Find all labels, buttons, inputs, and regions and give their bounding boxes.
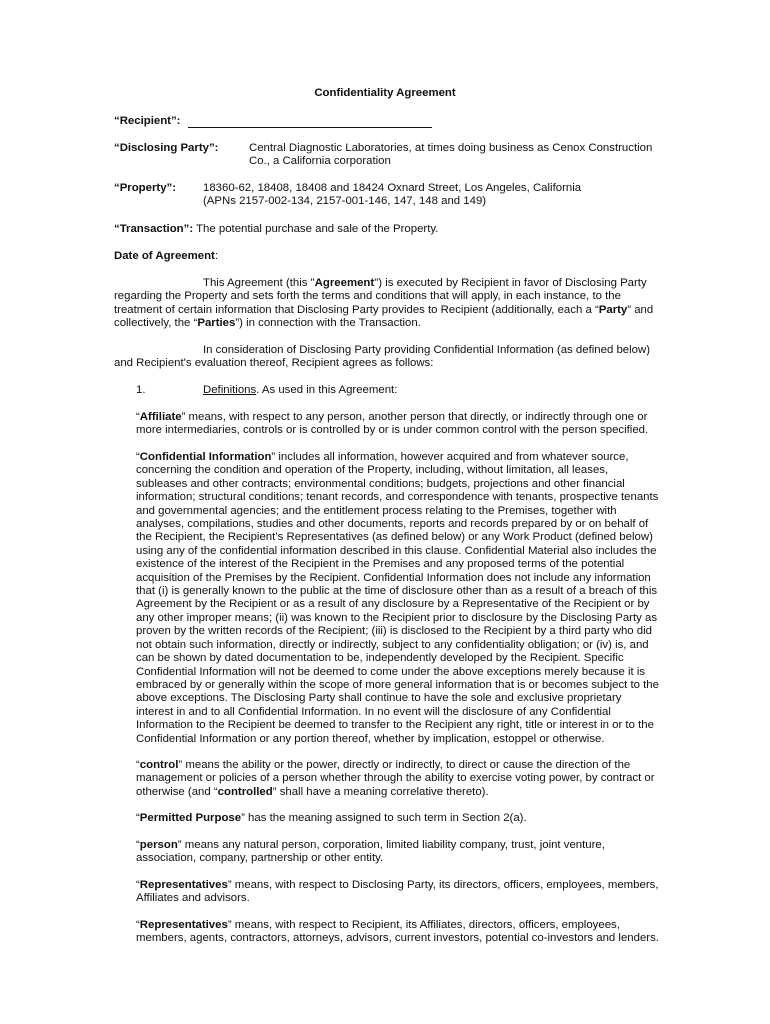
property-line-2: (APNs 2157-002-134, 2157-001-146, 147, 148 and 149)	[203, 195, 487, 208]
intro-line-3: treatment of certain information that Disclosing Party provides to Recipient (additionally, each a “Party” and	[114, 303, 654, 316]
disclosing-party-label-wrap	[114, 142, 218, 155]
definition-confidential-information: “Confidential Information” includes all information, however acquired and from whatever source, concerning the condition and operation of the Property, including, without limitation, all leases, subleases and other contracts; environmental conditions; budgets, projections and other financial information; structural conditions; tenant records, and correspondence with tenants, prospective tenants and governmental agencies; and the entitlement process relating to the Premises, together with analyses, compilations, studies and other documents, reports and records prepared by or on behalf of the Recipient, the Recipient’s Representatives (as defined below) or any Work Product (defined below) using any of the confidential information described in this clause. Confidential Material also includes the existence of the interest of the Recipient in the Premises and any proposed terms of the potential acquisition of the Premises by the Recipient. Confidential Information does not include any information that (i) is generally known to the public at the time of disclosure other than as a result of a breach of this Agreement by the Recipient or as a result of any disclosure by a Representative of the Recipient or by any other improper means; (ii) was known to the Recipient prior to disclosure by the Disclosing Party as proven by the written records of the Recipient; (iii) is disclosed to the Recipient by a third party who did not obtain such information, directly or indirectly, subject to any confidentiality obligation; or (iv) is, and can be shown by dated documentation to be, independently developed by the Recipient. Specific Confidential Information will not be deemed to come under the above exceptions merely because it is embraced by or generally within the scope of more general information that is or becomes subject to the above exceptions. The Disclosing Party shall continue to have the sole and exclusive proprietary interest in and to all Confidential Information. In no event will the disclosure of any Confidential Information to the Recipient be deemed to transfer to the Recipient any right, title or interest in or to the Confidential Information or any portion thereof, whether by implication, estoppel or otherwise.	[136, 451, 659, 745]
disclosing-party-line-2: Co., a California corporation	[249, 155, 391, 168]
transaction-text: The potential purchase and sale of the Property.	[193, 223, 439, 235]
recipient-row	[114, 115, 432, 128]
section-1-heading-row	[203, 384, 397, 397]
definition-representatives-disclosing: “Representatives” means, with respect to Disclosing Party, its directors, officers, employees, members, Affiliates and advisors.	[136, 879, 659, 905]
permitted-purpose-term: Permitted Purpose	[139, 812, 242, 824]
consideration-line-1: In consideration of Disclosing Party providing Confidential Information (as defined below)	[203, 344, 651, 356]
representatives-term: Representatives	[139, 919, 228, 931]
representatives-term: Representatives	[139, 879, 228, 891]
definition-affiliate: “Affiliate” means, with respect to any person, another person that directly, or indirectly through one or more intermediaries, controls or is controlled by or is under common control with the person specified.	[136, 411, 649, 437]
property-line-1: 18360-62, 18408, 18408 and 18424 Oxnard Street, Los Angeles, California	[203, 182, 582, 194]
definition-representatives-recipient: “Representatives” means, with respect to Recipient, its Affiliates, directors, officers, employees, members, agents, contractors, attorneys, advisors, current investors, potential co-investors and lenders.	[136, 919, 659, 945]
date-of-agreement-row	[114, 250, 218, 263]
property-label-wrap	[114, 182, 176, 195]
recipient-blank-line	[188, 115, 432, 128]
section-1-number: 1.	[136, 384, 146, 396]
confidential-information-term: Confidential Information	[139, 451, 272, 463]
definition-person: “person” means any natural person, corporation, limited liability company, trust, joint venture, association, company, partnership or other entity.	[136, 839, 605, 865]
intro-line-2: regarding the Property and sets forth the terms and conditions that will apply, in each instance, to the	[114, 290, 621, 303]
consideration-line-2: and Recipient's evaluation thereof, Recipient agrees as follows:	[114, 357, 434, 370]
date-of-agreement-label: Date of Agreement	[114, 250, 215, 262]
controlled-term: controlled	[217, 785, 273, 798]
agreement-term: Agreement	[314, 277, 375, 289]
section-1-heading: Definitions	[203, 384, 257, 396]
disclosing-party-label: “Disclosing Party”:	[114, 142, 219, 154]
person-term: person	[139, 839, 178, 851]
disclosing-party-line-1: Central Diagnostic Laboratories, at times doing business as Cenox Construction	[249, 142, 653, 154]
property-value	[203, 182, 663, 209]
affiliate-term: Affiliate	[139, 411, 182, 423]
intro-line-1: This Agreement (this "Agreement") is executed by Recipient in favor of Disclosing Party	[203, 277, 647, 289]
consideration-paragraph	[114, 344, 674, 371]
parties-term: Parties	[197, 317, 236, 330]
transaction-row	[114, 223, 438, 236]
disclosing-party-value	[249, 142, 669, 169]
recipient-label: “Recipient”:	[114, 115, 181, 127]
intro-paragraph	[114, 277, 674, 331]
intro-line-4: collectively, the “Parties”) in connection with the Transaction.	[114, 317, 421, 330]
definition-permitted-purpose: “Permitted Purpose” has the meaning assigned to such term in Section 2(a).	[136, 812, 527, 824]
transaction-label: “Transaction”:	[114, 223, 194, 235]
control-term: control	[139, 759, 179, 771]
party-term: Party	[598, 303, 628, 316]
property-label: “Property”:	[114, 182, 177, 194]
definition-control: “control” means the ability or the power, directly or indirectly, to direct or cause the direction of the management or policies of a person whether through the ability to exercise voting power, by contract or otherwise (and “controlled” shall have a meaning correlative thereto).	[136, 759, 655, 798]
document-title: Confidentiality Agreement	[314, 87, 456, 99]
date-of-agreement-colon: :	[214, 250, 219, 262]
section-1-text: . As used in this Agreement:	[256, 384, 398, 396]
